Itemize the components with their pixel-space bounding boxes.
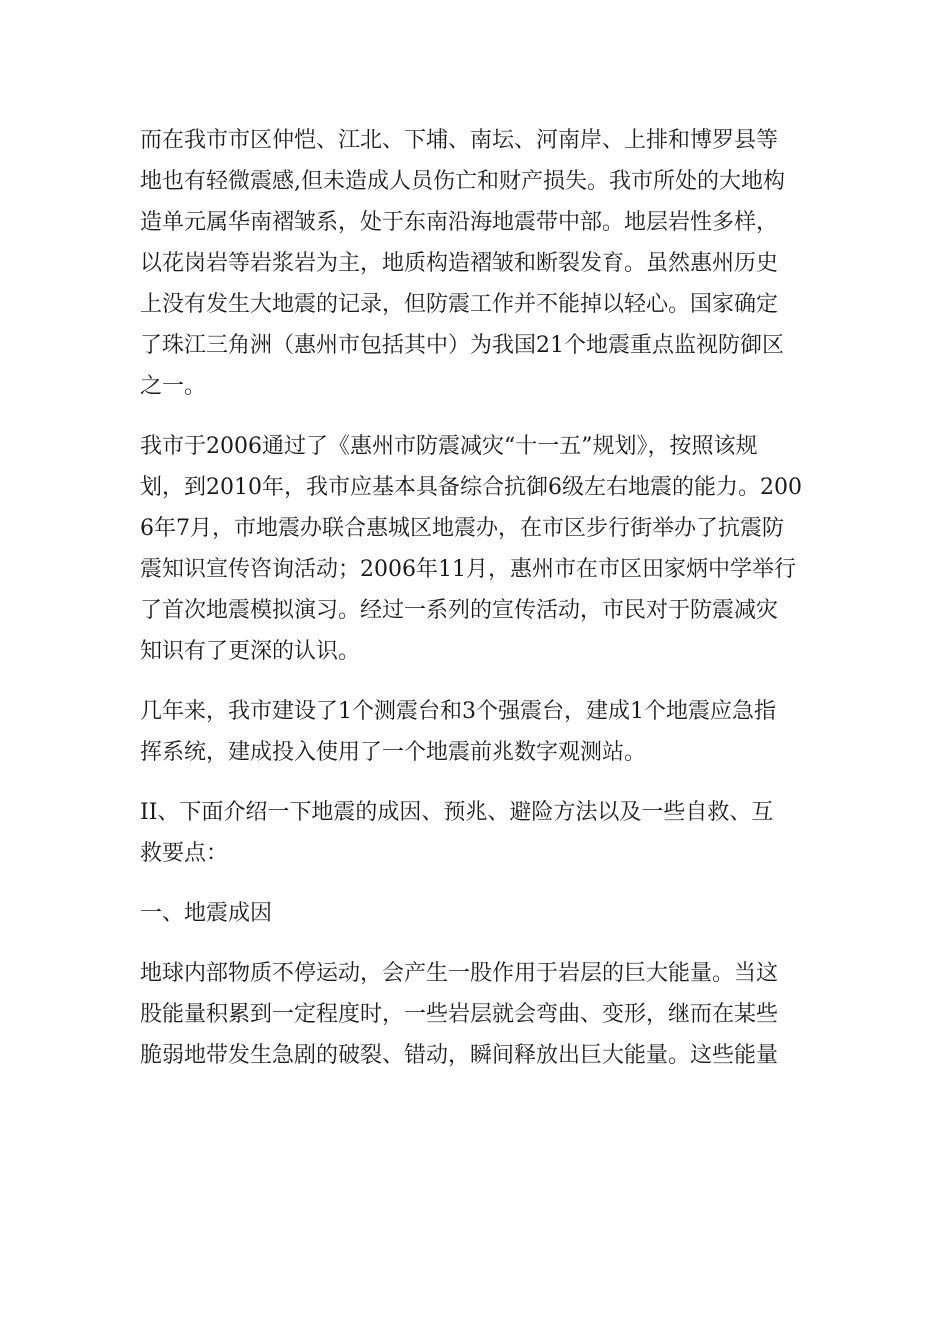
text-line: 上没有发生大地震的记录，但防震工作并不能掉以轻心。国家确定	[140, 292, 779, 317]
text-line: 股能量积累到一定程度时，一些岩层就会弯曲、变形，继而在某些	[140, 1002, 779, 1027]
text-line: 6年7月，市地震办联合惠城区地震办，在市区步行街举办了抗震防	[140, 516, 784, 541]
text-line: 以花岗岩等岩浆岩为主，地质构造褶皱和断裂发育。虽然惠州历史	[140, 251, 779, 276]
paragraph-causes	[140, 953, 810, 1076]
text-line: 划，到2010年，我市应基本具备综合抗御6级左右地震的能力。200	[140, 475, 802, 500]
section-heading-causes	[140, 893, 810, 934]
text-line: 造单元属华南褶皱系，处于东南沿海地震带中部。地层岩性多样，	[140, 210, 779, 235]
text-line: 地球内部物质不停运动，会产生一股作用于岩层的巨大能量。当这	[140, 961, 779, 986]
text-line: 地也有轻微震感,但未造成人员伤亡和财产损失。我市所处的大地构	[140, 169, 785, 194]
paragraph-plan-2006	[140, 426, 810, 672]
text-line: 挥系统，建成投入使用了一个地震前兆数字观测站。	[140, 740, 647, 765]
text-line: II、下面介绍一下地震的成因、预兆、避险方法以及一些自救、互	[140, 800, 774, 825]
text-line: 了首次地震模拟演习。经过一系列的宣传活动，市民对于防震减灾	[140, 598, 779, 623]
text-line: 救要点：	[140, 841, 229, 866]
heading-line: 一、地震成因	[140, 901, 273, 926]
text-line: 了珠江三角洲（惠州市包括其中）为我国21个地震重点监视防御区	[140, 333, 784, 358]
paragraph-section-intro	[140, 792, 810, 874]
text-line: 而在我市市区仲恺、江北、下埔、南坛、河南岸、上排和博罗县等	[140, 128, 779, 153]
text-line: 脆弱地带发生急剧的破裂、错动，瞬间释放出巨大能量。这些能量	[140, 1043, 779, 1068]
document-page	[140, 120, 810, 1076]
text-line: 之一。	[140, 374, 207, 399]
text-line: 震知识宣传咨询活动；2006年11月，惠州市在市区田家炳中学举行	[140, 557, 796, 582]
text-line: 几年来，我市建设了1个测震台和3个强震台，建成1个地震应急指	[140, 699, 776, 724]
paragraph-earthquake-felt	[140, 120, 810, 407]
paragraph-stations	[140, 691, 810, 773]
text-line: 我市于2006通过了《惠州市防震减灾“十一五”规划》，按照该规	[140, 434, 758, 459]
text-line: 知识有了更深的认识。	[140, 639, 361, 664]
